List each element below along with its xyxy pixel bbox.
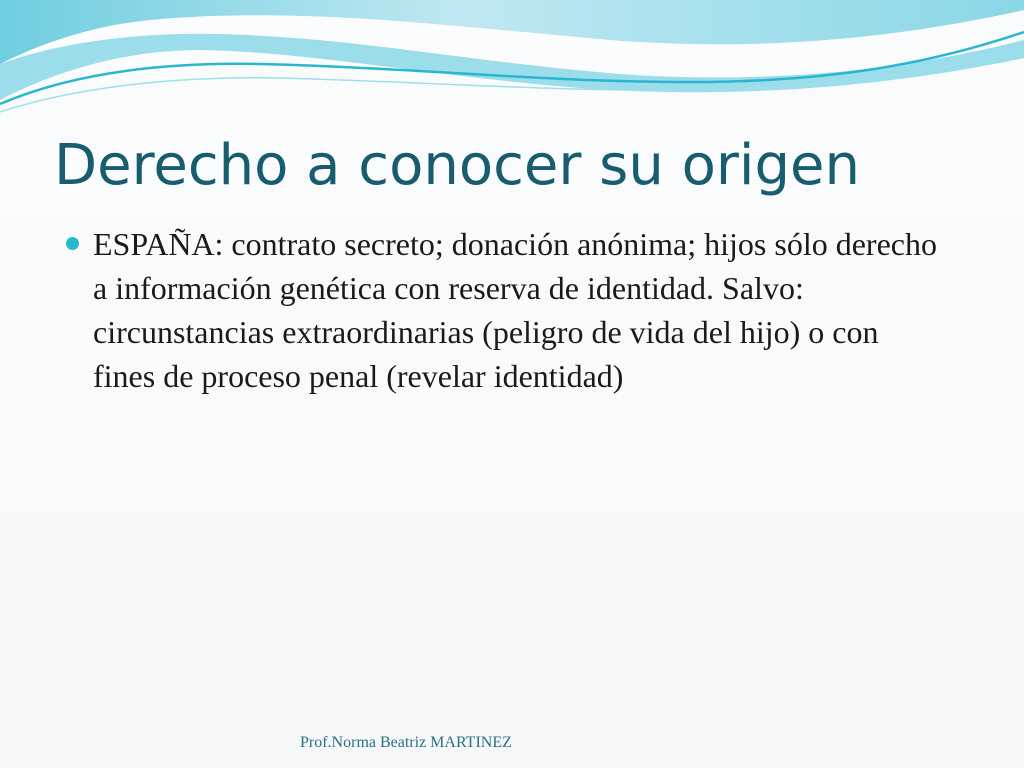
- bullet-item: [66, 222, 946, 398]
- bullet-text: ESPAÑA: contrato secreto; donación anónima; hijos sólo derecho a información genética con reserva de identidad. Salvo: circunstancias extraordinarias (peligro de vida del hijo) o con fines de proceso penal (revelar identidad): [93, 226, 937, 394]
- header-wave-decoration: [0, 0, 1024, 140]
- bullet-dot-icon: [66, 237, 79, 250]
- slide-title: Derecho a conocer su origen: [54, 133, 860, 198]
- wave-band-top: [0, 0, 1024, 64]
- footer-author: Prof.Norma Beatriz MARTINEZ: [300, 734, 512, 751]
- bullet-list: [66, 222, 946, 398]
